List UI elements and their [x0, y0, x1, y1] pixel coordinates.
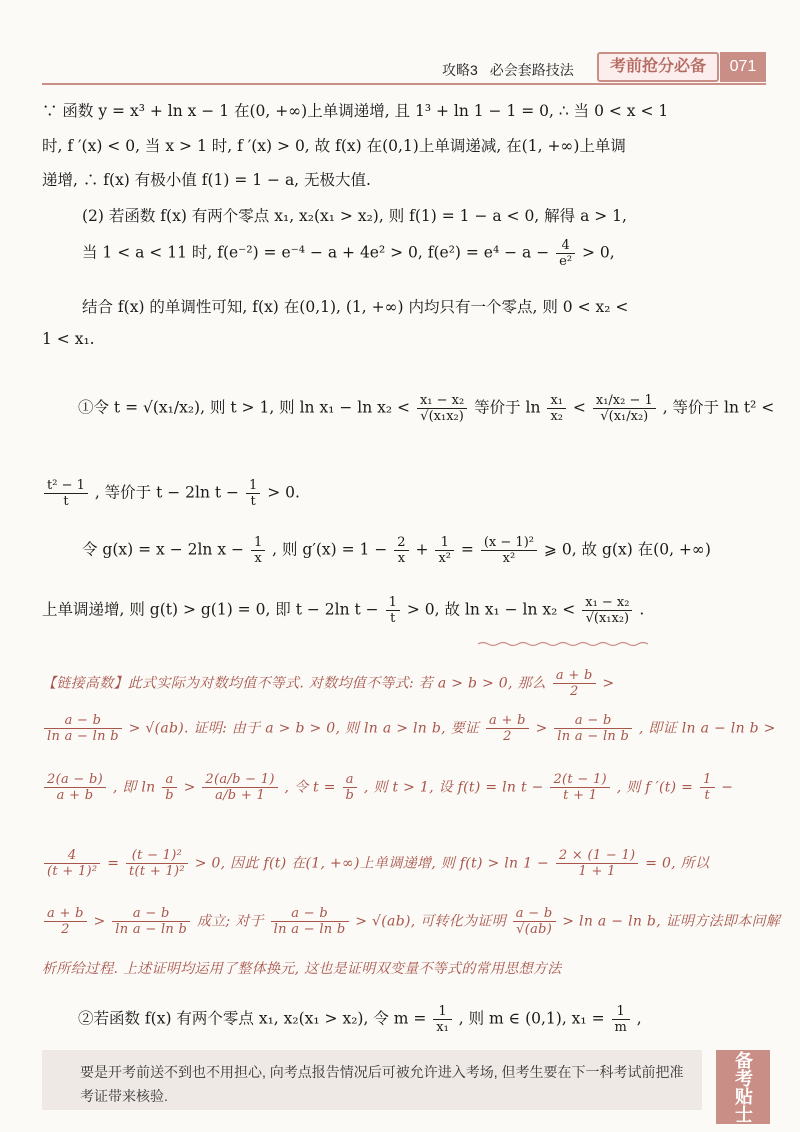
fraction: [554, 713, 632, 744]
body-line-11: [42, 595, 644, 626]
denominator: 2: [569, 684, 579, 699]
denominator: t: [704, 788, 710, 803]
body-line-10: [82, 535, 711, 566]
fraction: [700, 772, 715, 803]
fraction: [44, 713, 122, 744]
fraction: [486, 713, 529, 744]
text-span: , 则 t > 1, 设 f(t) = ln t −: [363, 779, 544, 796]
denominator: x₁: [436, 1020, 449, 1035]
body-line-9: [42, 478, 300, 509]
text-span: > 0,: [581, 243, 615, 262]
fraction: [44, 478, 88, 509]
text-span: 成立; 对于: [196, 913, 264, 930]
body-line-7: 1 < x₁.: [42, 330, 95, 348]
text-span: > √(ab). 证明: 由于 a > b > 0, 则 ln a > ln b, 要证: [128, 720, 480, 737]
denominator: (t + 1)²: [47, 864, 98, 879]
text-span: +: [415, 540, 429, 559]
fraction: [202, 772, 277, 803]
denominator: x²: [502, 551, 516, 566]
fraction: [246, 478, 260, 509]
denominator: √(x₁x₂): [420, 409, 464, 424]
numerator: a − b: [44, 713, 122, 729]
text-span: > ln a − ln b, 证明方法即本问解: [562, 913, 781, 930]
wavy-underline: [478, 641, 648, 647]
numerator: (t − 1)²: [126, 848, 188, 864]
note-line-4: [42, 848, 709, 879]
text-span: > √(ab), 可转化为证明: [355, 913, 507, 930]
text-span: , 则 g′(x) = 1 −: [272, 540, 388, 559]
note-line-5: [42, 906, 780, 937]
denominator: a + b: [56, 788, 94, 803]
denominator: 2: [61, 922, 70, 937]
numerator: a: [162, 772, 177, 788]
numerator: (x − 1)²: [481, 535, 537, 551]
body-line-3: 递增, ∴ f(x) 有极小值 f(1) = 1 − a, 无极大值.: [42, 171, 371, 189]
denominator: t: [250, 494, 256, 509]
text-span: =: [107, 855, 120, 872]
numerator: 2(a − b): [44, 772, 106, 788]
denominator: √(ab): [516, 922, 553, 937]
header-badge: 考前抢分必备: [597, 52, 719, 82]
text-span: −: [721, 779, 734, 796]
denominator: t: [63, 494, 69, 509]
numerator: 1: [246, 478, 260, 494]
denominator: e²: [559, 254, 573, 269]
denominator: x²: [438, 551, 451, 566]
body-line-4: (2) 若函数 f(x) 有两个零点 x₁, x₂(x₁ > x₂), 则 f(1) = 1 − a < 0, 解得 a > 1,: [82, 207, 627, 225]
note-line-3: [42, 772, 733, 803]
numerator: 2 × (1 − 1): [556, 848, 639, 864]
text-span: > 0, 故 ln x₁ − ln x₂ <: [406, 600, 576, 619]
side-tab-label: 备考贴士: [716, 1050, 770, 1124]
fraction: [44, 848, 100, 879]
fraction: [556, 238, 575, 269]
text-span: , 令 t =: [284, 779, 336, 796]
denominator: b: [165, 788, 174, 803]
fraction: [547, 393, 566, 424]
numerator: t² − 1: [44, 478, 88, 494]
denominator: √(x₁/x₂): [600, 409, 649, 424]
fraction: [417, 393, 467, 424]
text-span: , 等价于 t − 2ln t −: [94, 483, 240, 502]
text-span: = 0, 所以: [645, 855, 710, 872]
text-span: >: [183, 779, 196, 796]
body-line-2: 时, f ′(x) < 0, 当 x > 1 时, f ′(x) > 0, 故 f(x) 在(0,1)上单调递减, 在(1, +∞)上单调: [42, 137, 626, 155]
fraction: [112, 906, 190, 937]
fraction: [44, 906, 87, 937]
fraction: [126, 848, 188, 879]
numerator: x₁ − x₂: [417, 393, 467, 409]
text-span: ,: [636, 1009, 642, 1028]
numerator: 1: [251, 535, 265, 551]
fraction: [343, 772, 358, 803]
denominator: a/b + 1: [215, 788, 266, 803]
numerator: a + b: [553, 668, 596, 684]
numerator: 1: [700, 772, 715, 788]
denominator: t: [390, 611, 396, 626]
text-span: 上单调递增, 则 g(t) > g(1) = 0, 即 t − 2ln t −: [42, 600, 379, 619]
numerator: 4: [556, 238, 575, 254]
numerator: x₁: [547, 393, 566, 409]
denominator: √(x₁x₂): [585, 611, 630, 626]
running-header: [442, 60, 574, 80]
numerator: 1: [433, 1004, 452, 1020]
text-span: , 则 f ′(t) =: [616, 779, 694, 796]
fraction: [582, 595, 632, 626]
text-span: > 0, 因此 f(t) 在(1, +∞)上单调递增, 则 f(t) > ln 1 −: [194, 855, 550, 872]
text-span: >: [535, 720, 548, 737]
numerator: a − b: [271, 906, 349, 922]
fraction: [593, 393, 656, 424]
text-span: , 即证 ln a − ln b >: [638, 720, 776, 737]
note-line-1: [42, 668, 614, 699]
note-line-6: 析所给过程. 上述证明均运用了整体换元, 这也是证明双变量不等式的常用思想方法: [42, 961, 562, 977]
fraction: [481, 535, 537, 566]
header-rule: [42, 83, 766, 85]
denominator: ln a − ln b: [47, 729, 119, 744]
denominator: ln a − ln b: [115, 922, 188, 937]
numerator: a + b: [44, 906, 87, 922]
fraction: [386, 595, 400, 626]
fraction: [162, 772, 177, 803]
denominator: m: [614, 1020, 627, 1035]
numerator: a − b: [513, 906, 556, 922]
text-span: 【链接高数】此式实际为对数均值不等式. 对数均值不等式: 若 a > b > 0, 那么: [42, 675, 547, 692]
fraction: [553, 668, 596, 699]
denominator: x₂: [550, 409, 563, 424]
denominator: x: [254, 551, 262, 566]
fraction: [513, 906, 556, 937]
numerator: a + b: [486, 713, 529, 729]
denominator: 2: [503, 729, 512, 744]
denominator: ln a − ln b: [273, 922, 346, 937]
denominator: t(t + 1)²: [128, 864, 185, 879]
text-span: , 即 ln: [112, 779, 156, 796]
numerator: x₁/x₂ − 1: [593, 393, 656, 409]
text-span: ⩾ 0, 故 g(x) 在(0, +∞): [543, 540, 711, 559]
header-title: 必会套路技法: [489, 62, 574, 78]
fraction: [44, 772, 106, 803]
body-line-1: ∵ 函数 y = x³ + ln x − 1 在(0, +∞)上单调递增, 且 1³ + ln 1 − 1 = 0, ∴ 当 0 < x < 1: [42, 102, 669, 120]
text-span: =: [460, 540, 474, 559]
numerator: x₁ − x₂: [582, 595, 632, 611]
body-line-5: [82, 238, 615, 269]
numerator: 2(t − 1): [550, 772, 609, 788]
body-line-8: [78, 393, 774, 424]
denominator: t + 1: [563, 788, 598, 803]
text-span: .: [639, 600, 645, 619]
part2-line: [78, 1004, 642, 1035]
fraction: [550, 772, 609, 803]
note-line-2: [42, 713, 776, 744]
footer-tip-text: 要是开考前送不到也不用担心, 向考点报告情况后可被允许进入考场, 但考生要在下一科考试前把准考证带来核验.: [80, 1064, 684, 1104]
numerator: a − b: [554, 713, 632, 729]
fraction: [394, 535, 408, 566]
text-span: 等价于 ln: [474, 398, 541, 417]
numerator: a: [343, 772, 358, 788]
numerator: 2(a/b − 1): [202, 772, 277, 788]
fraction: [435, 535, 454, 566]
fraction: [556, 848, 639, 879]
text-span: <: [572, 398, 586, 417]
denominator: x: [397, 551, 406, 566]
fraction: [433, 1004, 452, 1035]
text-span: 当 1 < a < 11 时, f(e⁻²) = e⁻⁴ − a + 4e² > 0, f(e²) = e⁴ − a −: [82, 243, 550, 262]
numerator: 1: [612, 1004, 630, 1020]
fraction: [612, 1004, 630, 1035]
text-span: >: [602, 675, 615, 692]
numerator: 4: [44, 848, 100, 864]
text-span: > 0.: [267, 483, 300, 502]
text-span: , 则 m ∈ (0,1), x₁ =: [458, 1009, 605, 1028]
numerator: a − b: [112, 906, 190, 922]
fraction: [251, 535, 265, 566]
text-span: >: [93, 913, 106, 930]
numerator: 1: [435, 535, 454, 551]
text-span: ①令 t = √(x₁/x₂), 则 t > 1, 则 ln x₁ − ln x₂ <: [78, 398, 410, 417]
text-span: , 等价于 ln t² <: [662, 398, 775, 417]
body-line-6: 结合 f(x) 的单调性可知, f(x) 在(0,1), (1, +∞) 内均只有一个零点, 则 0 < x₂ <: [82, 298, 629, 316]
fraction: [271, 906, 349, 937]
numerator: 2: [394, 535, 408, 551]
denominator: ln a − ln b: [557, 729, 630, 744]
denominator: b: [345, 788, 355, 803]
page-number: 071: [720, 52, 766, 82]
text-span: ②若函数 f(x) 有两个零点 x₁, x₂(x₁ > x₂), 令 m =: [78, 1009, 427, 1028]
denominator: 1 + 1: [578, 864, 616, 879]
numerator: 1: [386, 595, 400, 611]
text-span: 令 g(x) = x − 2ln x −: [82, 540, 244, 559]
header-section: 攻略3: [442, 62, 478, 78]
